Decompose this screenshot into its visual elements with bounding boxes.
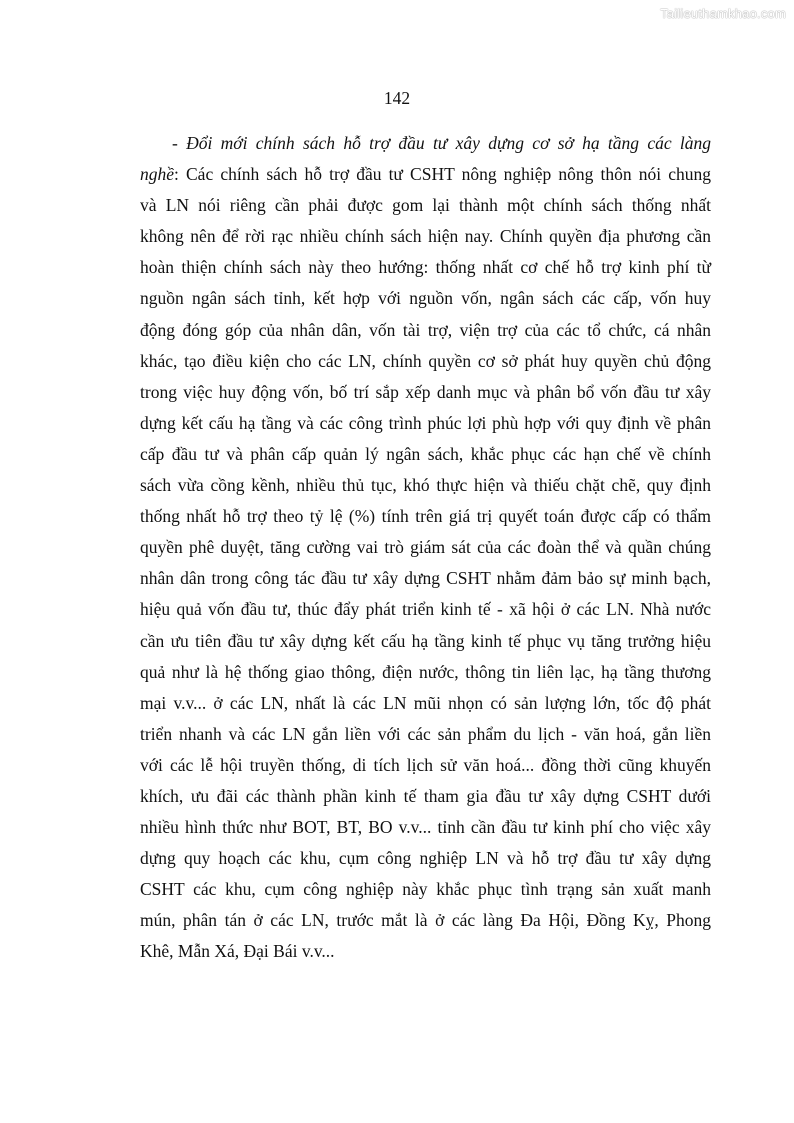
text-line: với các lễ hội truyền thống, di tích lịch sử văn hoá... đồng thời cũng khuyến bbox=[140, 754, 711, 775]
text-line: dựng kết cấu hạ tầng và các công trình phúc lợi phù hợp với quy định về phân bbox=[140, 412, 711, 433]
text-line: trong việc huy động vốn, bố trí sắp xếp danh mục và phân bổ vốn đầu tư xây bbox=[140, 381, 711, 402]
text-line: hoàn thiện chính sách này theo hướng: thống nhất cơ chế hỗ trợ kinh phí từ bbox=[140, 257, 711, 278]
text-line: mại v.v... ở các LN, nhất là các LN mũi nhọn có sản lượng lớn, tốc độ phát bbox=[140, 692, 711, 713]
text-line: và LN nói riêng cần phải được gom lại thành một chính sách thống nhất bbox=[140, 195, 711, 216]
text-line: khác, tạo điều kiện cho các LN, chính quyền cơ sở phát huy quyền chủ động bbox=[140, 350, 711, 371]
text-line: triển nhanh và các LN gắn liền với các sản phẩm du lịch - văn hoá, gắn liền bbox=[140, 723, 711, 744]
text-line: khích, ưu đãi các thành phần kinh tế tham gia đầu tư xây dựng CSHT dưới bbox=[140, 785, 711, 806]
heading-prefix: - bbox=[172, 133, 187, 153]
text-line: quả như là hệ thống giao thông, điện nước, thông tin liên lạc, hạ tầng thương bbox=[140, 661, 711, 682]
text-line: quyền phê duyệt, tăng cường vai trò giám sát của các đoàn thể và quần chúng bbox=[140, 537, 711, 558]
text-line: hiệu quả vốn đầu tư, thúc đẩy phát triển kinh tế - xã hội ở các LN. Nhà nước bbox=[140, 599, 711, 620]
text-line: cần ưu tiên đầu tư xây dựng kết cấu hạ tầng kinh tế phục vụ tăng trưởng hiệu bbox=[140, 630, 711, 651]
text-line: mún, phân tán ở các LN, trước mắt là ở các làng Đa Hội, Đồng Kỵ, Phong bbox=[140, 910, 711, 931]
text-line: sách vừa cồng kềnh, nhiều thủ tục, khó thực hiện và thiếu chặt chẽ, quy định bbox=[140, 475, 711, 496]
italic-heading-end: nghề bbox=[140, 164, 175, 185]
text-line: dựng quy hoạch các khu, cụm công nghiệp LN và hỗ trợ đầu tư xây dựng bbox=[140, 848, 711, 869]
text-line bbox=[140, 159, 711, 190]
text-line-content: : Các chính sách hỗ trợ đầu tư CSHT nông nghiệp nông thôn nói chung bbox=[174, 164, 711, 185]
text-line: nhân dân trong công tác đầu tư xây dựng CSHT nhằm đảm bảo sự minh bạch, bbox=[140, 568, 711, 589]
text-line: thống nhất hỗ trợ theo tỷ lệ (%) tính trên giá trị quyết toán được cấp có thẩm bbox=[140, 506, 711, 527]
watermark: Tailieuthamkhao.com bbox=[660, 6, 786, 21]
page-number: 142 bbox=[383, 88, 411, 108]
italic-heading: Đổi mới chính sách hỗ trợ đầu tư xây dựng cơ sở hạ tầng các làng bbox=[186, 133, 712, 153]
text-line: nhiều hình thức như BOT, BT, BO v.v... tỉnh cần đầu tư kinh phí cho việc xây bbox=[140, 817, 711, 838]
text-line: nguồn ngân sách tỉnh, kết hợp với nguồn vốn, ngân sách các cấp, vốn huy bbox=[140, 288, 711, 309]
text-line: động đóng góp của nhân dân, vốn tài trợ, viện trợ của các tổ chức, cá nhân bbox=[140, 319, 711, 340]
text-line bbox=[140, 128, 711, 159]
text-line: CSHT các khu, cụm công nghiệp này khắc phục tình trạng sản xuất manh bbox=[140, 879, 711, 900]
text-line: Khê, Mẫn Xá, Đại Bái v.v... bbox=[140, 941, 335, 962]
body-paragraph bbox=[140, 128, 711, 968]
text-line: không nên để rời rạc nhiều chính sách hiện nay. Chính quyền địa phương cần bbox=[140, 226, 711, 247]
text-line: cấp đầu tư và phân cấp quản lý ngân sách, khắc phục các hạn chế về chính bbox=[140, 443, 711, 464]
